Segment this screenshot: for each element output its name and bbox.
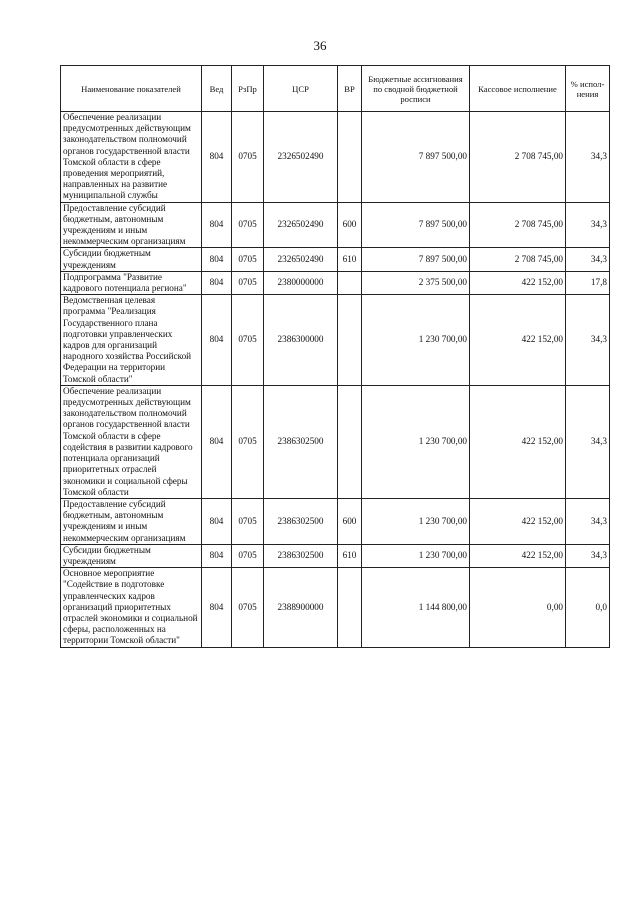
row-ved: 804	[202, 498, 232, 544]
row-budget: 2 375 500,00	[362, 271, 470, 294]
row-csr: 2386302500	[264, 385, 338, 498]
row-rzpr: 0705	[232, 498, 264, 544]
table-row	[61, 498, 610, 544]
row-percent: 34,3	[566, 385, 610, 498]
row-percent: 34,3	[566, 544, 610, 567]
row-rzpr: 0705	[232, 112, 264, 203]
row-vr	[338, 112, 362, 203]
row-name: Подпрограмма "Развитие кадрового потенциала региона"	[61, 271, 202, 294]
row-budget: 7 897 500,00	[362, 112, 470, 203]
header-vr: ВР	[338, 66, 362, 112]
row-vr: 610	[338, 544, 362, 567]
row-budget: 1 230 700,00	[362, 385, 470, 498]
row-cash: 2 708 745,00	[470, 202, 566, 248]
row-name: Субсидии бюджетным учреждениям	[61, 248, 202, 271]
row-percent: 34,3	[566, 202, 610, 248]
row-csr: 2326502490	[264, 112, 338, 203]
row-csr: 2380000000	[264, 271, 338, 294]
header-cash: Кассовое исполнение	[470, 66, 566, 112]
header-percent: % испол-нения	[566, 66, 610, 112]
row-budget: 1 230 700,00	[362, 544, 470, 567]
row-rzpr: 0705	[232, 385, 264, 498]
row-name: Субсидии бюджетным учреждениям	[61, 544, 202, 567]
header-budget: Бюджетные ассигнования по сводной бюджетной росписи	[362, 66, 470, 112]
table-row	[61, 568, 610, 647]
row-name: Предоставление субсидий бюджетным, автономным учреждениям и иным некоммерческим организациям	[61, 498, 202, 544]
row-csr: 2386300000	[264, 295, 338, 386]
row-vr: 600	[338, 202, 362, 248]
row-vr	[338, 295, 362, 386]
row-ved: 804	[202, 544, 232, 567]
row-csr: 2388900000	[264, 568, 338, 647]
row-vr	[338, 271, 362, 294]
row-name: Обеспечение реализации предусмотренных действующим законодательством полномочий органов государственной власти Томской области в сфере проведения мероприятий, направленных на развитие муниципальной службы	[61, 112, 202, 203]
row-cash: 422 152,00	[470, 271, 566, 294]
row-name: Обеспечение реализации предусмотренных действующим законодательством полномочий органов государственной власти Томской области в сфере содействия в развитии кадрового потенциала организаций приоритетных отраслей экономики и социальной сферы Томской области	[61, 385, 202, 498]
row-name: Ведомственная целевая программа "Реализация Государственного плана подготовки управленческих кадров для организаций народного хозяйства Российской Федерации на территории Томской области"	[61, 295, 202, 386]
row-cash: 422 152,00	[470, 544, 566, 567]
table-header-row	[61, 66, 610, 112]
row-cash: 422 152,00	[470, 385, 566, 498]
table-row	[61, 271, 610, 294]
row-vr	[338, 385, 362, 498]
row-ved: 804	[202, 202, 232, 248]
row-percent: 0,0	[566, 568, 610, 647]
row-rzpr: 0705	[232, 295, 264, 386]
row-ved: 804	[202, 271, 232, 294]
row-rzpr: 0705	[232, 202, 264, 248]
row-cash: 422 152,00	[470, 498, 566, 544]
row-cash: 2 708 745,00	[470, 112, 566, 203]
table-row	[61, 295, 610, 386]
row-ved: 804	[202, 248, 232, 271]
row-csr: 2386302500	[264, 498, 338, 544]
row-budget: 7 897 500,00	[362, 202, 470, 248]
budget-table	[60, 65, 610, 648]
row-vr: 610	[338, 248, 362, 271]
row-budget: 7 897 500,00	[362, 248, 470, 271]
row-ved: 804	[202, 112, 232, 203]
header-csr: ЦСР	[264, 66, 338, 112]
row-percent: 34,3	[566, 498, 610, 544]
row-rzpr: 0705	[232, 271, 264, 294]
row-percent: 34,3	[566, 248, 610, 271]
row-percent: 34,3	[566, 295, 610, 386]
row-cash: 422 152,00	[470, 295, 566, 386]
row-ved: 804	[202, 385, 232, 498]
row-cash: 0,00	[470, 568, 566, 647]
row-rzpr: 0705	[232, 568, 264, 647]
page-number: 36	[313, 38, 327, 53]
header-name: Наименование показателей	[61, 66, 202, 112]
row-vr: 600	[338, 498, 362, 544]
header-rzpr: РзПр	[232, 66, 264, 112]
row-ved: 804	[202, 568, 232, 647]
table-row	[61, 112, 610, 203]
header-ved: Вед	[202, 66, 232, 112]
row-percent: 34,3	[566, 112, 610, 203]
row-budget: 1 230 700,00	[362, 295, 470, 386]
row-budget: 1 230 700,00	[362, 498, 470, 544]
row-ved: 804	[202, 295, 232, 386]
row-name: Основное мероприятие "Содействие в подготовке управленческих кадров организаций приоритетных отраслей экономики и социальной сферы, расположенных на территории Томской области"	[61, 568, 202, 647]
row-csr: 2386302500	[264, 544, 338, 567]
row-percent: 17,8	[566, 271, 610, 294]
row-csr: 2326502490	[264, 202, 338, 248]
row-name: Предоставление субсидий бюджетным, автономным учреждениям и иным некоммерческим организациям	[61, 202, 202, 248]
table-row	[61, 202, 610, 248]
row-rzpr: 0705	[232, 544, 264, 567]
row-cash: 2 708 745,00	[470, 248, 566, 271]
row-budget: 1 144 800,00	[362, 568, 470, 647]
row-csr: 2326502490	[264, 248, 338, 271]
table-row	[61, 385, 610, 498]
row-vr	[338, 568, 362, 647]
row-rzpr: 0705	[232, 248, 264, 271]
table-row	[61, 248, 610, 271]
table-row	[61, 544, 610, 567]
